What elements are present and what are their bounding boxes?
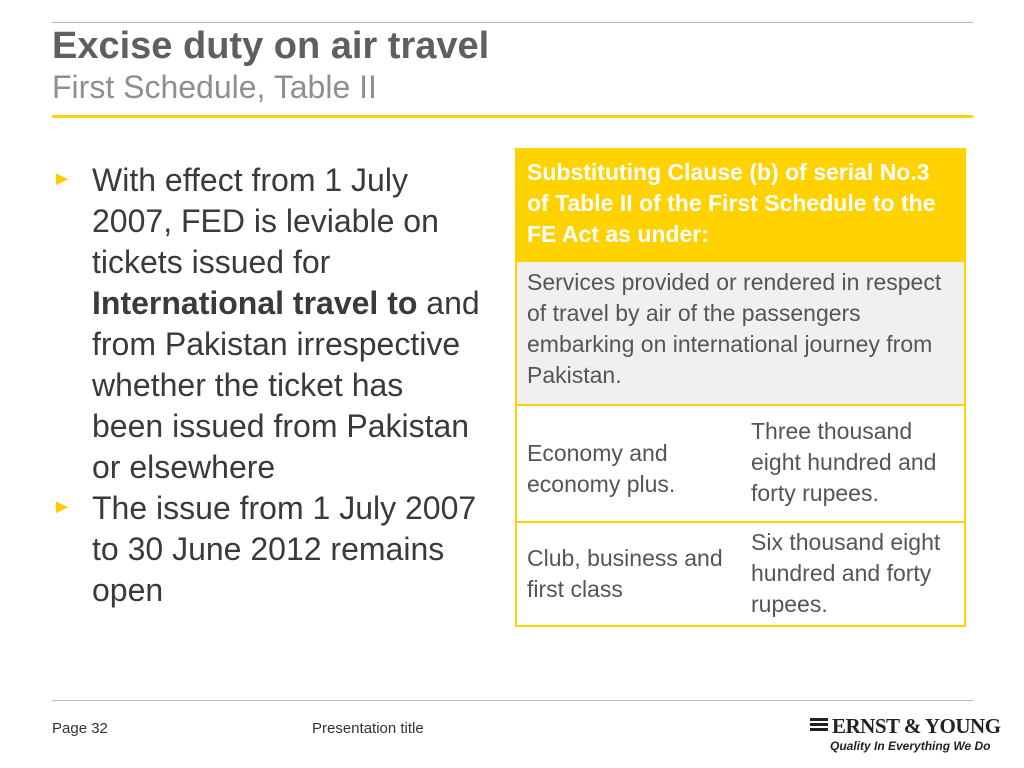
table-row bbox=[517, 404, 964, 521]
travel-class-cell: Economy and economy plus. bbox=[527, 439, 676, 497]
logo-tagline: Quality In Everything We Do bbox=[830, 739, 991, 753]
bullet-arrow-icon: ► bbox=[52, 168, 72, 190]
bullet-text-end: and from Pakistan irrespective whether the ticket has been issued from Pakistan or elsewhere bbox=[92, 285, 480, 485]
travel-class-cell: Club, business and first class bbox=[527, 545, 723, 602]
duty-table bbox=[515, 148, 966, 627]
bullet-item bbox=[52, 160, 482, 488]
bullet-text: The issue from 1 July 2007 to 30 June 2012 remains open bbox=[92, 490, 477, 608]
presentation-title: Presentation title bbox=[312, 720, 424, 737]
duty-rate-cell: Six thousand eight hundred and forty rupees. bbox=[751, 529, 941, 617]
ernst-young-logo bbox=[808, 714, 1001, 756]
table-row bbox=[517, 521, 964, 625]
page-number: Page 32 bbox=[52, 720, 108, 737]
slide-subtitle: First Schedule, Table II bbox=[52, 69, 377, 105]
bullet-arrow-icon: ► bbox=[52, 496, 72, 518]
bullet-text-bold: International travel to bbox=[92, 285, 418, 321]
bullet-text-start: With effect from 1 July 2007, FED is leviable on tickets issued for bbox=[92, 162, 439, 280]
slide-title: Excise duty on air travel bbox=[52, 25, 490, 67]
logo-name: ERNST & YOUNG bbox=[832, 714, 1001, 738]
title-underline bbox=[52, 115, 973, 118]
logo-bars-icon bbox=[810, 718, 828, 733]
footer-divider bbox=[52, 700, 973, 701]
bullet-item bbox=[52, 488, 482, 611]
bullet-list bbox=[52, 160, 482, 611]
duty-rate-cell: Three thousand eight hundred and forty rupees. bbox=[751, 418, 937, 506]
table-description-row: Services provided or rendered in respect of travel by air of the passengers embarking on international journey from Pakistan. bbox=[517, 260, 964, 404]
table-header: Substituting Clause (b) of serial No.3 of Table II of the First Schedule to the FE Act as under: bbox=[517, 150, 964, 260]
top-divider bbox=[52, 22, 973, 23]
